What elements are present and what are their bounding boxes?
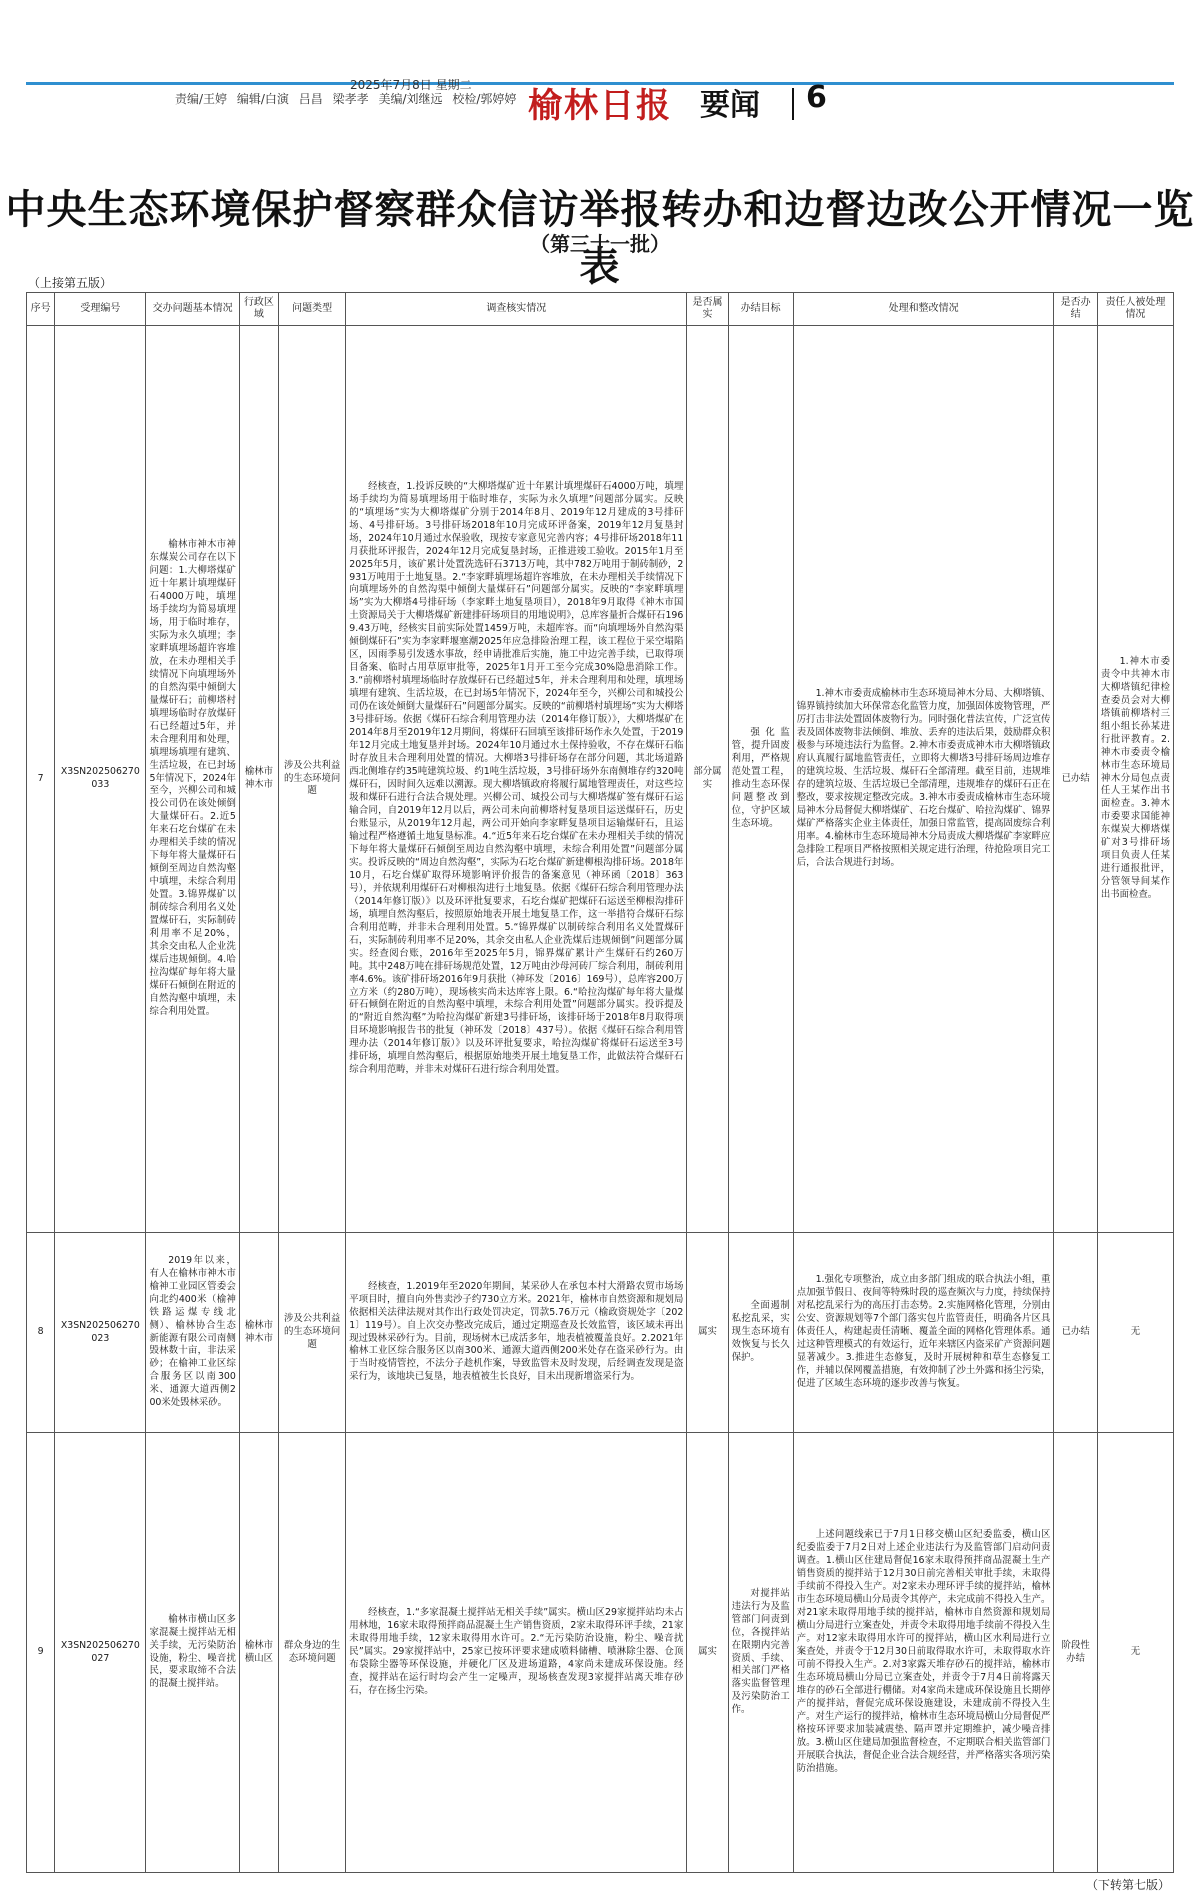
column-header: 交办问题基本情况 (146, 293, 239, 326)
editor-credit: 梁孝孝 (332, 92, 369, 106)
issue-summary: 2019年以来，有人在榆林市神木市榆神工业园区管委会向北约400米（榆神铁路运煤专线北侧）、榆林协合生态新能源有限公司南侧毁林数十亩，非法采砂；在榆神工业区综合服务区以南300米、通源大道西侧200米处毁林采砂。 (146, 1233, 239, 1433)
editor-credit: 编辑/白演 (236, 92, 289, 106)
accountability: 1.神木市委责令中共神木市大柳塔镇纪律检查委员会对大柳塔镇前柳塔村三组小组长孙某进行批评教育。2.神木市委责令榆林市生态环境局神木分局包点责任人王某作出书面检查。3.神木市委要求国能神东煤炭大柳塔煤矿对3号排矸场项目负责人任某进行通报批评，分管领导间某作出书面检查。 (1097, 326, 1173, 1233)
region: 榆林市神木市 (239, 326, 278, 1233)
column-header: 问题类型 (278, 293, 345, 326)
section-divider (792, 88, 794, 120)
handling-measures: 1.神木市委责成榆林市生态环境局神木分局、大柳塔镇、锦界镇持续加大环保常态化监管力度，加强固体废物管理，严厉打击非法处置固体废物行为。同时强化普法宣传，广泛宣传表及固体废物非法倾倒、堆放、丢弃的违法后果，鼓励群众积极参与环境违法行为监督。2.神木市委责成神木市大柳塔镇政府认真履行属地监管责任，立即将大柳塔3号排矸场周边堆存的建筑垃圾、生活垃圾、煤矸石全部清理。截至目前，违规堆存的建筑垃圾、生活垃圾已全部清理，违规堆存的煤矸石正在整改，要求按规定整改完成。3.神木市委责成榆林市生态环境局神木分局督促大柳塔煤矿、石圪台煤矿、哈拉沟煤矿、锦界煤矿严格落实企业主体责任，加强日常监管，提高固废综合利用率。4.榆林市生态环境局神木分局责成大柳塔煤矿李家畔应急排险工程项目严格按照相关规定进行治理，待抢险项目完工后，合法合规进行封场。 (793, 326, 1054, 1233)
issue-type: 群众身边的生态环境问题 (278, 1433, 345, 1873)
region: 榆林市横山区 (239, 1433, 278, 1873)
row-number: 7 (27, 326, 55, 1233)
column-header: 受理编号 (55, 293, 146, 326)
completion-status: 已办结 (1054, 326, 1097, 1233)
editor-credit: 美编/刘继远 (378, 92, 443, 106)
resolution-goal: 全面遏制私挖乱采，实现生态环境有效恢复与长久保护。 (728, 1233, 793, 1433)
masthead (0, 0, 1200, 125)
investigation-result: 经核查，1.投诉反映的“大柳塔煤矿近十年累计填埋煤矸石4000万吨，填埋场手续均为简易填埋场用于临时堆存，实际为永久填埋”问题部分属实。反映的“填埋场”实为大柳塔煤矿分别于2014年8月、2019年12月建成的3号排矸场、4号排矸场。3号排矸场2018年10月完成环评备案，2019年12月复垦封场，2024年10月通过水保验收，现按专家意见完善内容；4号排矸场2018年11月获批环评报告，2024年12月完成复垦封场，正推进竣工验收。2015年1月至2025年5月，该矿累计处置洗选矸石3713万吨，其中782万吨用于制砖制砂，2931万吨用于土地复垦。2.“李家畔填埋场超许容堆放，在未办理相关手续情况下向填埋场外的自然沟渠中倾倒大量煤矸石”问题部分属实。反映的“李家畔填埋场”实为大柳塔4号排矸场（李家畔土地复垦项目），2018年9月取得《神木市国土资源局关于大柳塔煤矿新建排矸场项目的用地说明》，总库容量折合煤矸石1969.43万吨，经核实目前实际处置1459万吨，未超库容。而“向填埋场外自然沟渠倾倒煤矸石”实为李家畔堰塞潮2025年应急排险治理工程，该工程位于采空塌陷区，因雨季易引发透水事故，经申请批准后实施，施工中边完善手续，已取得项目备案、临时占用草原审批等，2025年1月开工至今完成30%隐患消除工作。3.“前柳塔村填埋场临时存放煤矸石已经超过5年，并未合理利用和处理，填埋场填埋有建筑、生活垃圾，在已封场5年情况下，2024年至今，兴柳公司和城投公司仍在该处倾倒大量煤矸石”问题部分属实。反映的“前柳塔村填埋场”实为大柳塔3号排矸场。依据《煤矸石综合利用管理办法（2014年修订版）》，大柳塔煤矿在2014年8月至2019年12月期间，将煤矸石回填至该排矸场作永久处置，于2019年12月完成土地复垦并封场。2024年10月通过水土保持验收，不存在煤矸石临时存放且未合理利用处置的情况。大柳塔3号排矸场存在部分问题，其北场道路西北侧堆存约35吨建筑垃圾、约1吨生活垃圾，3号排矸场外东南侧堆存约320吨煤矸石，因时间久远难以溯源。现大柳塔镇政府将履行属地管理责任，对这些垃圾和煤矸石进行合法合规处理。兴柳公司、城投公司与大柳塔煤矿签有煤矸石运输合同，自2019年12月以后，两公司未向前柳塔村复垦项目运送煤矸石，历史台账显示，从2019年12月起，两公司开始向李家畔复垦项目运输煤矸石，且运输过程严格遵循土地复垦标准。4.“近5年来石圪台煤矿在未办理相关手续的情况下每年将大量煤矸石倾倒至周边自然沟壑中填埋，未综合利用处置”问题部分属实。投诉反映的“周边自然沟壑”，实际为石圪台煤矿新建柳根沟排矸场。2018年10月，石圪台煤矿取得环境影响评价报告的备案意见（神环函〔2018〕363号），并依规利用煤矸石对柳根沟进行土地复垦。依据《煤矸石综合利用管理办法（2014年修订版）》以及环评批复要求，石圪台煤矿把煤矸石运送至柳根沟排矸场，填埋自然沟壑后，按照原始地表开展土地复垦工作，这一举措符合煤矸石综合利用范畴，并非未合理利用处置。5.“锦界煤矿以制砖综合利用名义处置煤矸石，实际制砖利用率不足20%，其余交由私人企业洗煤后违规倾倒”问题部分属实。经查阅台账，2016年至2025年5月，锦界煤矿累计产生煤矸石约260万吨。其中248万吨在排矸场规范处置，12万吨由沙母河砖厂综合利用，制砖利用率4.6%。该矿排矸场2016年9月获批（神环发〔2016〕169号），总库容200万立方米（约280万吨），现场核实尚未达库容上限。6.“哈拉沟煤矿每年将大量煤矸石倾倒在附近的自然沟壑中填埋，未综合利用处置”问题部分属实。投诉提及的“附近自然沟壑”为哈拉沟煤矿新建3号排矸场，该排矸场于2018年8月取得项目环境影响报告书的批复（神环发〔2018〕437号）。依据《煤矸石综合利用管理办法（2014年修订版）》以及环评批复要求，哈拉沟煤矿将煤矸石运送至3号排矸场，填埋自然沟壑后，根据原始地类开展土地复垦工作，此做法符合煤矸石综合利用范畴，并非未对煤矸石进行综合利用处置。 (346, 326, 687, 1233)
table-header-row (27, 293, 1174, 326)
completion-status: 已办结 (1054, 1233, 1097, 1433)
verified-status: 部分属实 (687, 326, 728, 1233)
issue-type: 涉及公共利益的生态环境问题 (278, 326, 345, 1233)
continued-to: （下转第七版） (1085, 1878, 1170, 1892)
investigation-result: 经核查，1.2019年至2020年期间，某采砂人在承包本村大滑路农贸市场场平项目时，擅自向外售卖沙子约730立方米。2021年，榆林市自然资源和规划局依据相关法律法规对其作出行政处罚决定，罚款5.76万元（榆政资规处字〔2021〕119号）。自上次交办整改完成后，通过定期巡查及长效监管，该区域未再出现过毁林采砂行为。目前，现场树木已成活多年，地表植被覆盖良好。2.2021年榆林工业区综合服务区以南300米、通源大道西侧200米处存在盗采砂行为。由于当时疫情管控，不法分子趁机作案，导致监管未及时发现，后经调查发现是盗采行为，该地块已复垦，地表植被生长良好，目未出现新增盗采行为。 (346, 1233, 687, 1433)
completion-status: 阶段性办结 (1054, 1433, 1097, 1873)
row-number: 8 (27, 1233, 55, 1433)
column-header: 序号 (27, 293, 55, 326)
acceptance-id: X3SN202506270027 (55, 1433, 146, 1873)
resolution-goal: 对搅拌站违法行为及监管部门问责到位，各搅拌站在限期内完善资质、手续、相关部门严格落实监督管理及污染防治工作。 (728, 1433, 793, 1873)
continued-from: （上接第五版） (28, 276, 113, 290)
column-header: 责任人被处理情况 (1097, 293, 1173, 326)
issue-summary: 榆林市横山区多家混凝土搅拌站无相关手续，无污染防治设施，粉尘、噪音扰民，要求取缔不合法的混凝土搅拌站。 (146, 1433, 239, 1873)
resolution-goal: 强化监管，提升固废利用，严格规范处置工程，推动生态环保问题整改到位，守护区域生态环境。 (728, 326, 793, 1233)
table-row (27, 1433, 1174, 1873)
editor-credit: 责编/王婷 (175, 92, 228, 106)
acceptance-id: X3SN202506270023 (55, 1233, 146, 1433)
page-title: 中央生态环境保护督察群众信访举报转办和边督边改公开情况一览表 (5, 187, 1195, 290)
investigation-result: 经核查，1.“多家混凝土搅拌站无相关手续”属实。横山区29家搅拌站均未占用林地，16家未取得预拌商品混凝土生产销售资质，2家未取得环评手续，21家未取得用地手续，12家未取得用水许可。2.“无污染防治设施，粉尘、噪音扰民”属实。29家搅拌站中，25家已按环评要求建成喷料储槽、喷淋除尘器、仓顶布袋除尘器等环保设施，并硬化厂区及进场道路，4家尚未建成环保设施。经查，搅拌站在运行时均会产生一定噪声，现场核查发现3家搅拌站离天堆存砂石，存在扬尘污染。 (346, 1433, 687, 1873)
region: 榆林市神木市 (239, 1233, 278, 1433)
verified-status: 属实 (687, 1433, 728, 1873)
column-header: 办结目标 (728, 293, 793, 326)
page-number: 6 (806, 80, 827, 115)
table-row (27, 326, 1174, 1233)
issue-type: 涉及公共利益的生态环境问题 (278, 1233, 345, 1433)
verified-status: 属实 (687, 1233, 728, 1433)
row-number: 9 (27, 1433, 55, 1873)
editor-credit: 校检/郭婷婷 (452, 92, 517, 106)
column-header: 行政区域 (239, 293, 278, 326)
acceptance-id: X3SN202506270033 (55, 326, 146, 1233)
page-subtitle: （第三十一批） (530, 232, 670, 256)
column-header: 是否办结 (1054, 293, 1097, 326)
table-row (27, 1233, 1174, 1433)
issue-date: 2025年7月8日 星期二 (350, 78, 472, 92)
accountability: 无 (1097, 1433, 1173, 1873)
column-header: 调查核实情况 (346, 293, 687, 326)
column-header: 处理和整改情况 (793, 293, 1054, 326)
issue-summary: 榆林市神木市神东煤炭公司存在以下问题：1.大柳塔煤矿近十年累计填埋煤矸石4000万吨，填埋场手续均为简易填埋场，用于临时堆存，实际为永久填埋；李家畔填埋场超许容堆放，在未办理相关手续情况下向填埋场外的自然沟渠中倾倒大量煤矸石；前柳塔村填埋场临时存放煤矸石已经超过5年，并未合理利用和处理，填埋场填埋有建筑、生活垃圾，在已封场5年情况下，2024年至今，兴柳公司和城投公司仍在该处倾倒大量煤矸石。2.近5年来石圪台煤矿在未办理相关手续的情况下每年将大量煤矸石倾倒至周边自然沟壑中填埋，未综合利用处置。3.锦界煤矿以制砖综合利用名义处置煤矸石，实际制砖利用率不足20%，其余交由私人企业洗煤后违规倾倒。4.哈拉沟煤矿每年将大量煤矸石倾倒在附近的自然沟壑中填埋，未综合利用处置。 (146, 326, 239, 1233)
column-header: 是否属实 (687, 293, 728, 326)
newspaper-logo: 榆林日报 (528, 86, 672, 126)
complaint-table (26, 292, 1174, 1873)
handling-measures: 上述问题线索已于7月1日移交横山区纪委监委，横山区纪委监委于7月2日对上述企业违法行为及监管部门启动问责调查。1.横山区住建局督促16家未取得预拌商品混凝土生产销售资质的搅拌站于12月30日前完善相关审批手续，未取得手续前不得投入生产。对2家未办理环评手续的搅拌站，榆林市生态环境局横山分局责令其停产，未完成前不得投入生产。对21家未取得用地手续的搅拌站，榆林市自然资源和规划局横山分局进行立案查处，并责令未取得用地手续前不得投入生产。对12家未取得用水许可的搅拌站，横山区水利局进行立案查处，并责令于12月30日前取得取水许可，未取得取水许可前不得投入生产。2.对3家露天堆存砂石的搅拌站，榆林市生态环境局横山分局已立案查处，并责令于7月4日前将露天堆存的砂石全部进行棚储。对4家尚未建成环保设施且长期停产的搅拌站，督促完成环保设施建设，未建成前不得投入生产。对生产运行的搅拌站，榆林市生态环境局横山分局督促严格按环评要求加装减震垫、隔声罩并定期维护，减少噪音排放。3.横山区住建局加强监督检查，不定期联合相关监管部门开展联合执法，督促企业合法合规经营，并严格落实各项污染防治措施。 (793, 1433, 1054, 1873)
editor-credit: 吕昌 (298, 92, 323, 106)
section-name: 要闻 (700, 88, 760, 123)
handling-measures: 1.强化专项整治，成立由多部门组成的联合执法小组，重点加强节假日、夜间等特殊时段的巡查频次与力度，持续保持对私挖乱采行为的高压打击态势。2.实施网格化管理，分别由公安、资源规划等7个部门落实包片监管责任，明确各片区具体责任人，构建起责任清晰、覆盖全面的网格化管理体系。通过这种管理模式的有效运行，近年来辖区内盗采矿产资源问题显著减少。3.推进生态修复，及时开展树种和草生态修复工作，并辅以保网覆盖措施，有效抑制了沙土外露和扬尘污染，促进了区域生态环境的逐步改善与恢复。 (793, 1233, 1054, 1433)
accountability: 无 (1097, 1233, 1173, 1433)
